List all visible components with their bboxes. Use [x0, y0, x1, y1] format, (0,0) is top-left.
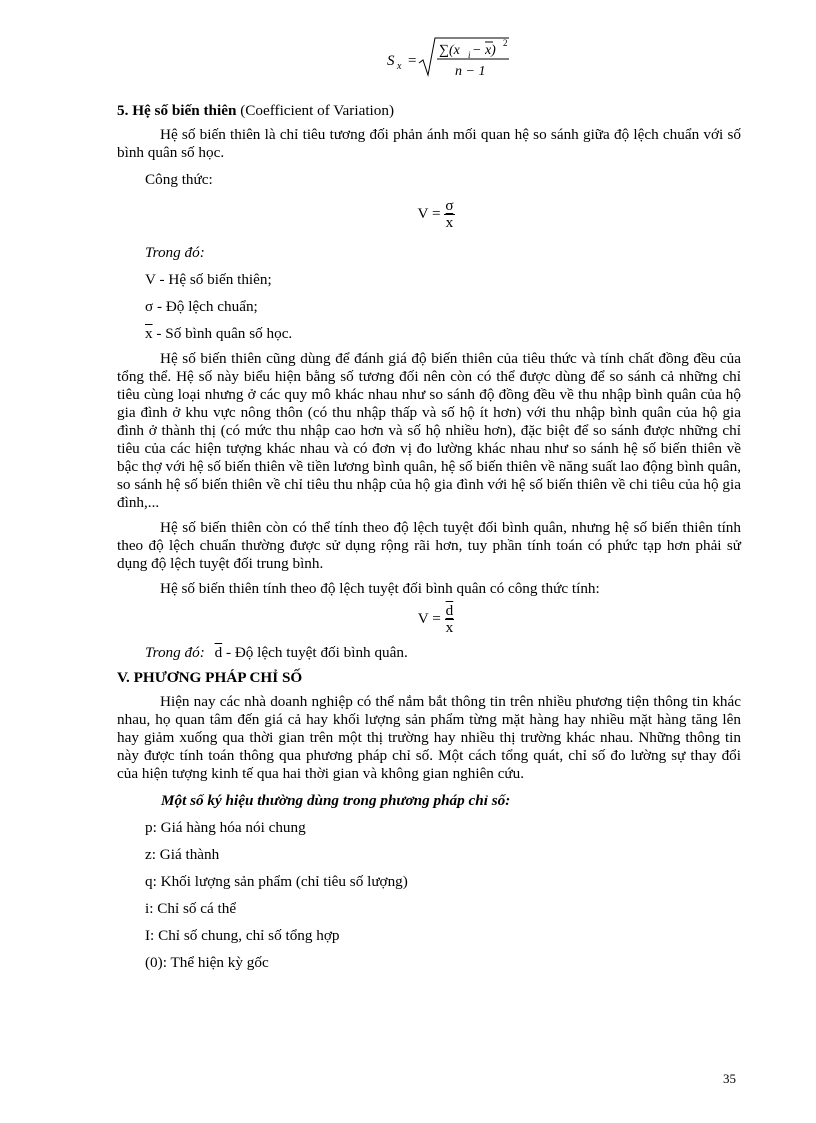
cv2-dbar: $\overline{d}$ [445, 602, 454, 619]
symbol-q: q: Khối lượng sản phẩm (chỉ tiêu số lượng) [145, 873, 408, 890]
sd-num: ∑(x [439, 43, 460, 58]
cv-fraction [444, 199, 454, 230]
sd-lhs-sub: x [397, 61, 402, 72]
cv2-formula [117, 604, 741, 635]
where-label: Trong đó: [145, 244, 205, 261]
sd-num-sub: i [468, 50, 471, 60]
symbol-0: (0): Thể hiện kỳ gốc [145, 954, 269, 971]
cv-formula [117, 199, 741, 230]
symbol-i: i: Chỉ số cá thể [145, 900, 237, 917]
where-2 [117, 644, 741, 662]
sd-formula [117, 30, 741, 80]
def-xbar-text: - Số bình quân số học. [152, 325, 293, 342]
symbols-heading: Một số ký hiệu thường dùng trong phương pháp chỉ số: [161, 792, 511, 809]
def-xbar [117, 325, 741, 343]
section-v-para: Hiện nay các nhà doanh nghiệp có thể nắm bắt thông tin trên nhiều phương tiện thông tin khác nhau, họ quan tâm đến giá cả hay khối lượng sản phẩm từng mặt hàng hay nhiều mặt hàng tăng lên hay giảm xuống qua thời gian trên một thị trường hay nhiều thị trường khác nhau. Những thông tin này được tính toán thông qua phương pháp chỉ số. Một cách tổng quát, chỉ số đo lường sự thay đổi của hiện tượng kinh tế qua hai thời gian và không gian nghiên cứu. [117, 693, 741, 782]
symbol-p: p: Giá hàng hóa nói chung [145, 819, 306, 836]
sd-eq: = [408, 53, 417, 69]
def-xbar-symbol: $\overline{x}$ [145, 325, 153, 342]
cv-lhs: V = [417, 204, 441, 222]
page-number: 35 [723, 1071, 736, 1086]
cv2-numerator [445, 604, 455, 620]
where-2-label: Trong đó: [145, 644, 205, 661]
sd-lhs: S [387, 53, 395, 69]
cv2-fraction [445, 604, 455, 635]
section-5-para-2: Hệ số biến thiên còn có thể tính theo độ lệch tuyệt đối bình quân, nhưng hệ số biến thiên tính theo độ lệch chuẩn thường được sử dụng rộng rãi hơn, tuy phần tính toán có phức tạp hơn phải sử dụng độ lệch tuyệt đối trung bình. [117, 519, 741, 572]
symbol-I: I: Chỉ số chung, chỉ số tổng hợp [145, 927, 340, 944]
section-5-title: 5. Hệ số biến thiên [117, 102, 237, 119]
cv-numerator: σ [445, 197, 454, 214]
sd-num-sup: 2 [503, 38, 508, 48]
where-2-symbol: $\overline{d}$ [214, 644, 223, 661]
where-2-text: - Độ lệch tuyệt đối bình quân. [222, 644, 408, 661]
section-5-intro: Hệ số biến thiên là chỉ tiêu tương đối phản ánh mối quan hệ so sánh giữa độ lệch chuẩn với số bình quân số học. [117, 126, 741, 161]
def-sigma: σ - Độ lệch chuẩn; [145, 298, 258, 315]
cv-denominator: x [445, 214, 454, 231]
cv2-denominator: x [445, 619, 454, 636]
section-5-heading [117, 102, 741, 120]
section-5-para-3: Hệ số biến thiên tính theo độ lệch tuyệt đối bình quân có công thức tính: [160, 580, 600, 597]
page-content [117, 30, 741, 972]
section-5-para-1: Hệ số biến thiên cũng dùng để đánh giá độ biến thiên của tiêu thức và tính chất đồng đều của tổng thể. Hệ số này biểu hiện bằng số tương đối nên còn có thể được dùng để so sánh cả những chỉ tiêu cùng loại nhưng ở các quy mô khác nhau như so sánh độ đồng đều về thu nhập bình quân của hộ gia đình ở khu vực nông thôn (có thu nhập thấp và số hộ ít hơn) với thu nhập bình quân của hộ gia đình ở thành thị (có mức thu nhập cao hơn và số hộ nhiều hơn), đặc biệt để so sánh được những chỉ tiêu của các hiện tượng khác nhau và có đơn vị đo lường khác nhau như so sánh hệ số biến thiên về bậc thợ với hệ số biến thiên về tiền lương bình quân, hệ số biến thiên về năng suất lao động bình quân, so sánh hệ số biến thiên về chỉ tiêu thu nhập của hộ gia đình với hệ số biến thiên về chi tiêu của hộ gia đình,... [117, 350, 741, 511]
def-v: V - Hệ số biến thiên; [145, 271, 272, 288]
sd-den: n − 1 [455, 64, 486, 79]
formula-label: Công thức: [145, 171, 213, 188]
sd-num-rest: − x) [472, 43, 496, 58]
section-5-subtitle: (Coefficient of Variation) [236, 102, 394, 119]
section-v-heading: V. PHƯƠNG PHÁP CHỈ SỐ [117, 669, 303, 686]
cv2-lhs: V = [417, 609, 441, 627]
sd-formula-graphic [117, 30, 741, 80]
symbol-z: z: Giá thành [145, 846, 220, 863]
